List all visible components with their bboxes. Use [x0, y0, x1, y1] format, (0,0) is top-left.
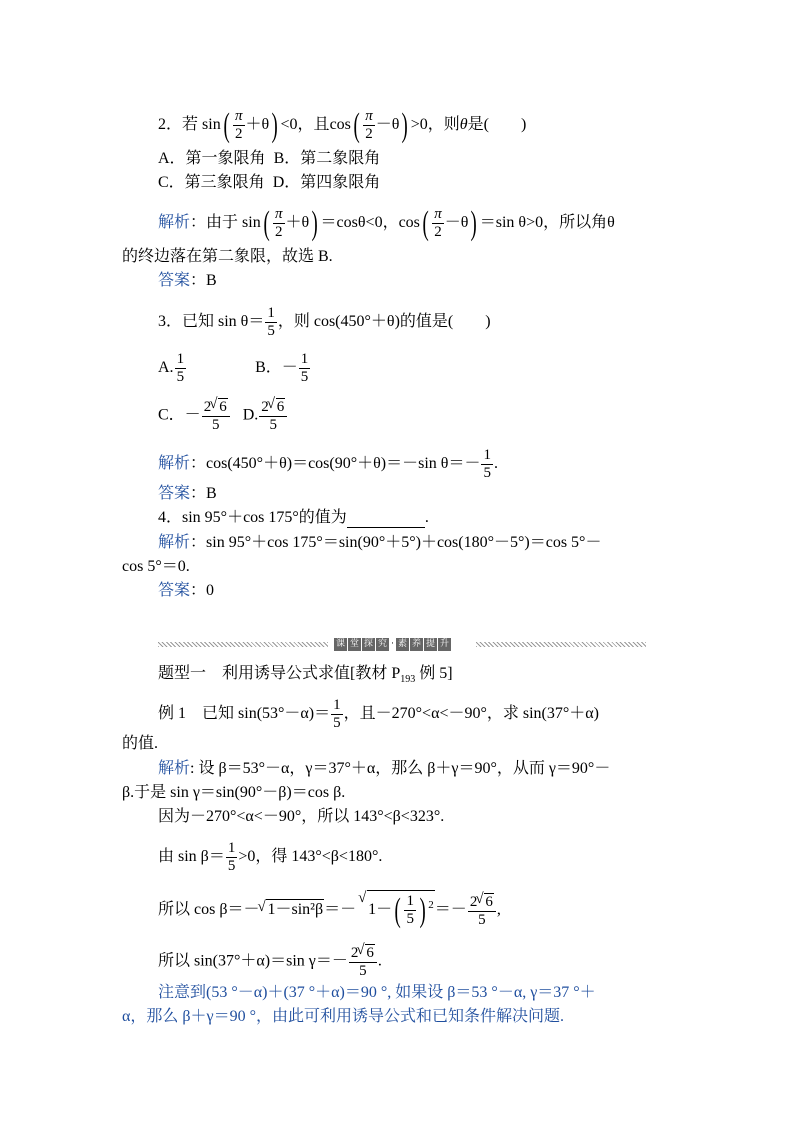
example1-note-2: α，那么 β＋γ＝90 °，由此可利用诱导公式和已知条件解决问题.: [122, 1008, 564, 1025]
q3-options-cd: C．－ $\frac{2√ 6}{5}$ D. $\frac{2√ 6}{5}$: [158, 398, 288, 434]
example1-solution-5: 所以 cos β＝－√ 1－sin²β＝－ √ 1－( $\frac{1}{5}$ ) $^2$＝－ $\frac{2√ 6}{5}$ ,: [158, 890, 501, 929]
example1-solution-4: 由 sin β＝ $\frac{1}{5}$ >0，得 143°<β<180°.: [158, 840, 383, 874]
example1-solution-6: 所以 sin(37°＋α)＝sin γ＝－ $\frac{2√ 6}{5}$ .: [158, 944, 382, 980]
banner-stripe-right: [476, 642, 646, 647]
example1-stem: 例 1 已知 sin(53°－α)＝ $\frac{1}{5}$ ，且－270°<α<－90°，求 sin(37°＋α): [158, 697, 599, 731]
q2-solution-line2: 的终边落在第二象限，故选 B.: [122, 248, 333, 265]
answer-blank: [347, 511, 425, 528]
q4-solution-line2: cos 5°＝0.: [122, 558, 190, 575]
q2-options-ab: A．第一象限角 B．第二象限角: [158, 150, 381, 167]
example1-stem-line2: 的值.: [122, 735, 159, 752]
q4-answer: 答案：0: [158, 582, 215, 599]
example1-solution-3: 因为－270°<α<－90°，所以 143°<β<323°.: [158, 808, 445, 825]
section-banner: [158, 637, 648, 651]
solution-label: 解析: [158, 214, 191, 232]
q4-solution: 解析：sin 95°＋cos 175°＝sin(90°＋5°)＋cos(180°－5°)＝cos 5°－: [158, 534, 602, 551]
q3-solution: 解析：cos(450°＋θ)＝cos(90°＋θ)＝－sin θ＝－ $\frac{1}{5}$ .: [158, 447, 498, 481]
example1-solution-2: β.于是 sin γ＝sin(90°－β)＝cos β.: [122, 784, 346, 801]
q2-answer: 答案：B: [158, 272, 217, 289]
q2-stem: 2．若 sin( $\frac{\pi}{2}$ ＋θ) <0，且cos( $\frac{\pi}{2}$ －θ) >0，则θ是( ): [158, 106, 527, 144]
q4-stem: 4．sin 95°＋cos 175°的值为 .: [158, 509, 429, 526]
banner-tag: 课 堂 探 究 · 素 养 提 升: [336, 638, 449, 649]
banner-stripe-left: [158, 642, 328, 647]
q3-options-ab: A. $\frac{1}{5}$ B．－ $\frac{1}{5}$: [158, 351, 309, 385]
q2-solution: 解析：由于 sin( $\frac{\pi}{2}$ ＋θ) ＝cosθ<0，cos( $\frac{\pi}{2}$ －θ) ＝sin θ>0，所以角θ: [158, 204, 615, 242]
q3-stem: 3．已知 sin θ＝ $\frac{1}{5}$ ，则 cos(450°＋θ)的值是( ): [158, 305, 491, 339]
q3-answer: 答案：B: [158, 485, 217, 502]
example1-note-1: 注意到(53 °－α)＋(37 °＋α)＝90 °, 如果设 β＝53 °－α, γ＝37 °＋: [158, 984, 596, 1001]
q2-options-cd: C．第三象限角 D．第四象限角: [158, 174, 381, 191]
example1-solution-1: 解析: 设 β＝53°－α，γ＝37°＋α，那么 β＋γ＝90°，从而 γ＝90°－: [158, 760, 611, 777]
type1-title: 题型一 利用诱导公式求值[教材 $P_{193}$ 例 5]: [158, 665, 453, 686]
